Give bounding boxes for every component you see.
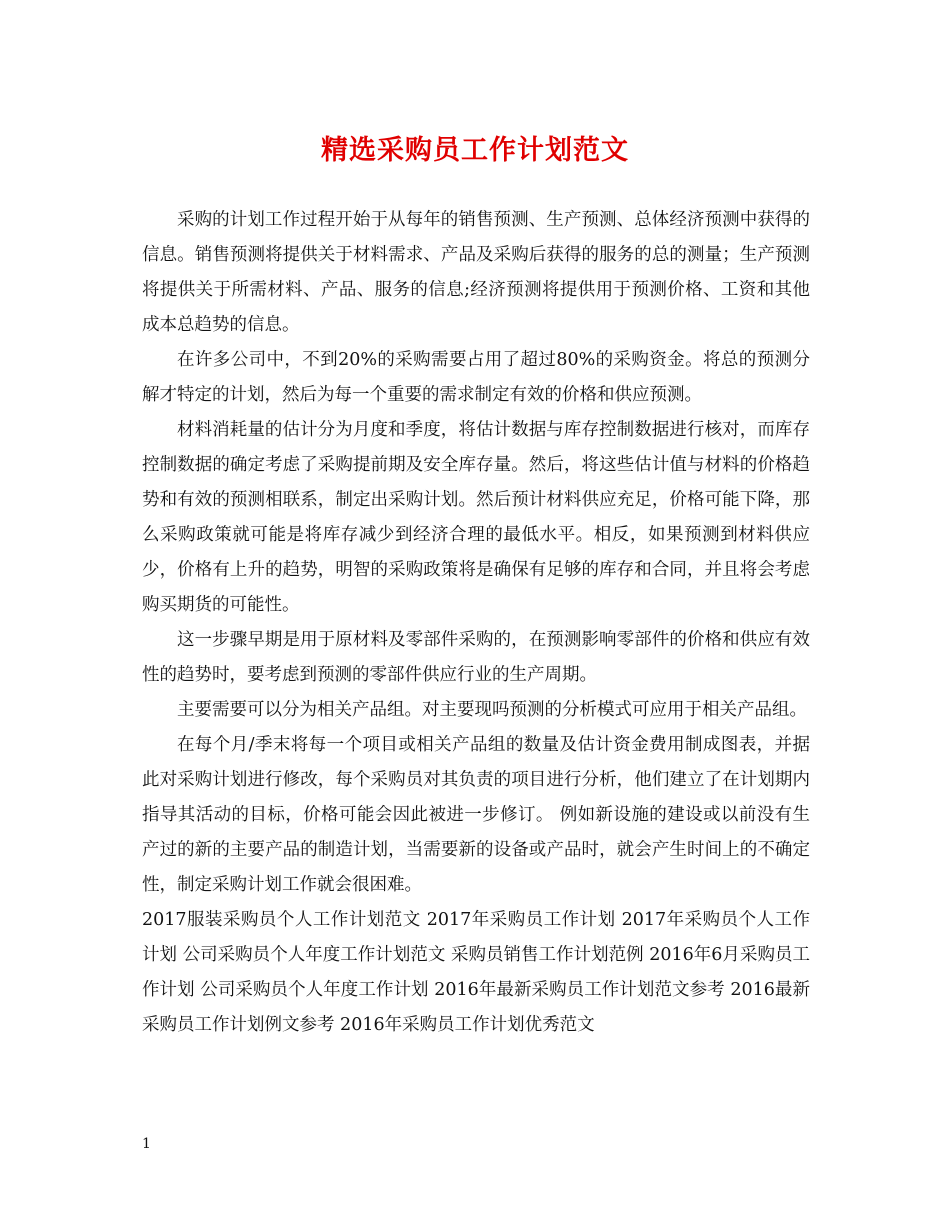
paragraph-5: 主要需要可以分为相关产品组。对主要现吗预测的分析模式可应用于相关产品组。 (177, 700, 807, 720)
paragraph-2: 在许多公司中，不到20%的采购需要占用了超过80%的采购资金。将总的预测分解才特定的计划，然后为每一个重要的需求制定有效的价格和供应预测。 (142, 350, 810, 405)
page-number: 1 (142, 1136, 151, 1152)
paragraph-1: 采购的计划工作过程开始于从每年的销售预测、生产预测、总体经济预测中获得的信息。销售预测将提供关于材料需求、产品及采购后获得的服务的总的测量；生产预测将提供关于所需材料、产品、服务的信息;经济预测将提供用于预测价格、工资和其他成本总趋势的信息。 (142, 210, 810, 335)
document-body (142, 203, 810, 1043)
document-title: 精选采购员工作计划范文 (321, 135, 629, 166)
paragraph-6: 在每个月/季末将每一个项目或相关产品组的数量及估计资金费用制成图表，并据此对采购计划进行修改，每个采购员对其负责的项目进行分析，他们建立了在计划期内指导其活动的目标，价格可能会因此被进一步修订。 例如新设施的建设或以前没有生产过的新的主要产品的制造计划，当需要新的设备或产品时，就会产生时间上的不确定性，制定采购计划工作就会很困难。 (142, 735, 810, 895)
related-articles-list: 2017服装采购员个人工作计划范文 2017年采购员工作计划 2017年采购员个人工作计划 公司采购员个人年度工作计划范文 采购员销售工作计划范例 2016年6月采购员工作计划 公司采购员个人年度工作计划 2016年最新采购员工作计划范文参考 2016最新采购员工作计划例文参考 2016年采购员工作计划优秀范文 (142, 910, 810, 1035)
paragraph-4: 这一步骤早期是用于原材料及零部件采购的，在预测影响零部件的价格和供应有效性的趋势时，要考虑到预测的零部件供应行业的生产周期。 (142, 630, 810, 685)
paragraph-3: 材料消耗量的估计分为月度和季度，将估计数据与库存控制数据进行核对，而库存控制数据的确定考虑了采购提前期及安全库存量。然后，将这些估计值与材料的价格趋势和有效的预测相联系，制定出采购计划。然后预计材料供应充足，价格可能下降，那么采购政策就可能是将库存减少到经济合理的最低水平。相反，如果预测到材料供应少，价格有上升的趋势，明智的采购政策将是确保有足够的库存和合同，并且将会考虑购买期货的可能性。 (142, 420, 810, 615)
